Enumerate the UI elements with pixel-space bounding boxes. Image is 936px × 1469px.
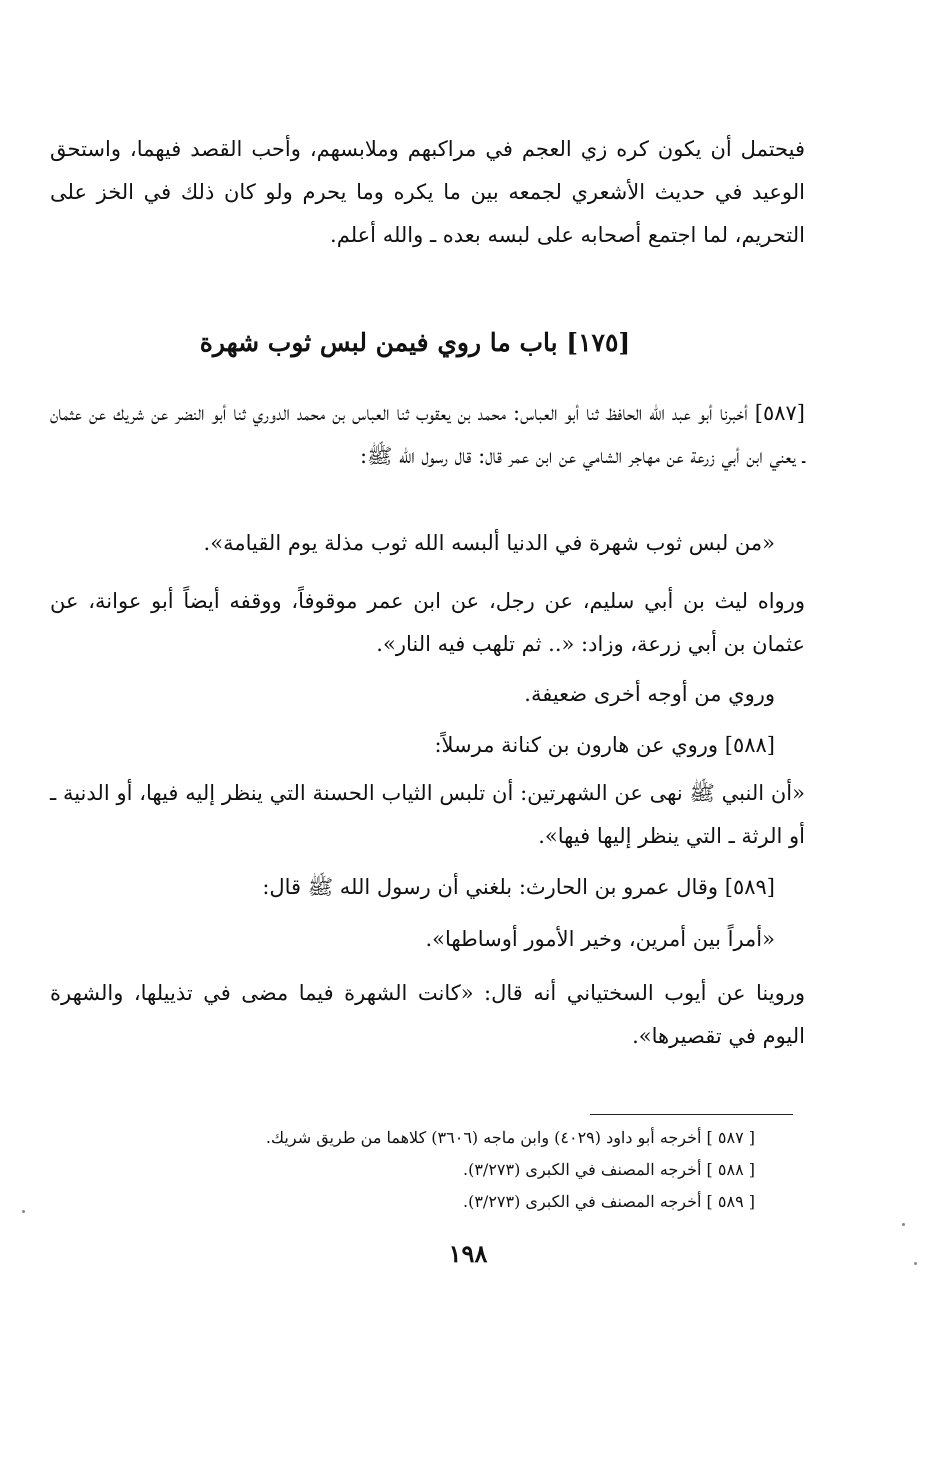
footnote-589: [ ٥٨٩ ] أخرجه المصنف في الكبرى (٣/٢٧٣).	[463, 1192, 755, 1211]
intro-paragraph: فيحتمل أن يكون كره زي العجم في مراكبهم وملابسهم، وأحب القصد فيهما، واستحق الوعيد في حديث الأشعري لجمعه بين ما يكره وما يحرم ولو كان ذلك في الخز على التحريم، لما اجتمع أصحابه على لبسه بعده ـ والله أعلم.	[50, 137, 805, 247]
ayyub-saying: وروينا عن أيوب السختياني أنه قال: «كانت الشهرة فيما مضى في تذييلها، والشهرة اليوم في تقصيرها».	[50, 981, 805, 1048]
scan-speck	[22, 1210, 25, 1213]
footnote-587: [ ٥٨٧ ] أخرجه أبو داود (٤٠٢٩) وابن ماجه (٣٦٠٦) كلاهما من طريق شريك.	[265, 1128, 755, 1147]
hadith-588-isnad: [٥٨٨] وروي عن هارون بن كنانة مرسلاً:	[434, 733, 775, 757]
hadith-589-isnad: [٥٨٩] وقال عمرو بن الحارث: بلغني أن رسول الله ﷺ قال:	[262, 875, 775, 899]
footnote-separator	[590, 1114, 793, 1115]
scan-speck	[902, 1223, 905, 1226]
page-number: ١٩٨	[448, 1239, 488, 1268]
hadith-589-text: «أمراً بين أمرين، وخير الأمور أوساطها».	[425, 927, 775, 951]
scan-speck	[914, 1262, 917, 1265]
weak-narrations-note: وروي من أوجه أخرى ضعيفة.	[524, 682, 775, 706]
chapter-title: [١٧٥] باب ما روي فيمن لبس ثوب شهرة	[199, 328, 631, 357]
hadith-588-text: «أن النبي ﷺ نهى عن الشهرتين: أن تلبس الثياب الحسنة التي ينظر إليه فيها، أو الدنية ـ أو الرثة ـ التي ينظر إليها فيها».	[50, 781, 805, 848]
hadith-587-text: «من لبس ثوب شهرة في الدنيا ألبسه الله ثوب مذلة يوم القيامة».	[203, 531, 775, 555]
hadith-587-variant: ورواه ليث بن أبي سليم، عن رجل، عن ابن عمر موقوفاً، ووقفه أيضاً أبو عوانة، عن عثمان بن أبي زرعة، وزاد: «.. ثم تلهب فيه النار».	[50, 589, 805, 656]
footnote-588: [ ٥٨٨ ] أخرجه المصنف في الكبرى (٣/٢٧٣).	[463, 1160, 755, 1179]
hadith-587-isnad: [٥٨٧] أخبرنا أبو عبد الله الحافظ ثنا أبو العباس: محمد بن يعقوب ثنا العباس بن محمد الدوري ثنا أبو النضر عن شريك عن عثمان ـ يعني ابن أبي زرعة عن مهاجر الشامي عن ابن عمر قال: قال رسول الله ﷺ:	[50, 401, 805, 468]
